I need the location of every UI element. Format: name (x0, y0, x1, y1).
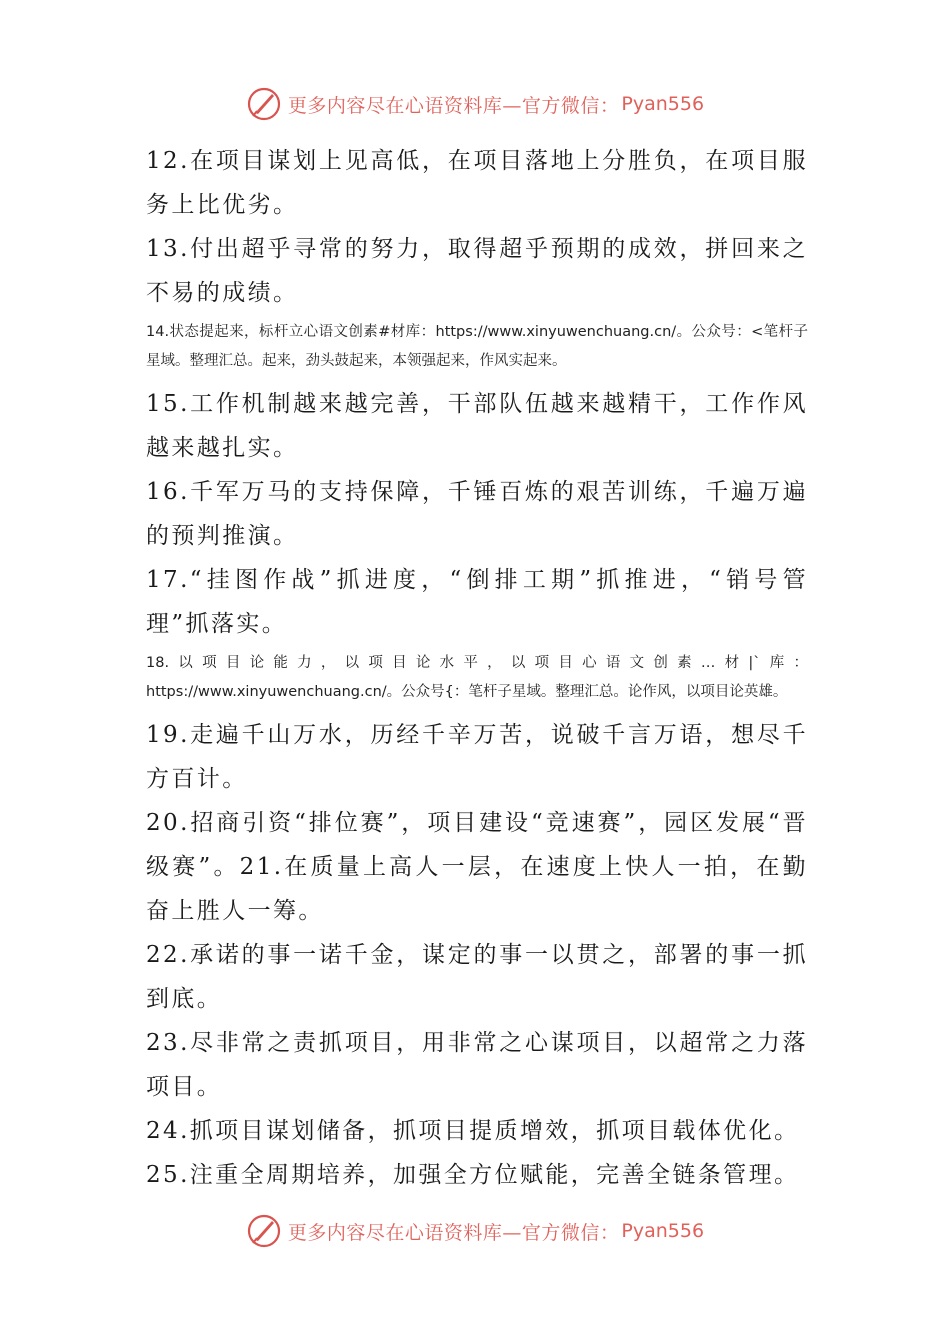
paragraph-13: 13.付出超乎寻常的努力，取得超乎预期的成效，拼回来之不易的成绩。 (146, 236, 808, 306)
paragraph-15: 15.工作机制越来越完善，干部队伍越来越精干，工作作风越来越扎实。 (146, 391, 808, 461)
quill-logo-icon (246, 1213, 282, 1249)
paragraph-16: 16.千军万马的支持保障，千锤百炼的艰苦训练，千遍万遍的预判推演。 (146, 479, 808, 549)
paragraph-20-21: 20.招商引资“排位赛”，项目建设“竞速赛”，园区发展“晋级赛”。21.在质量上高人一层，在速度上快人一拍，在勤奋上胜人一筹。 (146, 810, 808, 924)
paragraph-14: 14.状态提起来，标杆立心语文创素#材库：https://www.xinyuwenchuang.cn/。公众号：<笔杆子星域。整理汇总。起来，劲头鼓起来，本领强起来，作风实起来。 (146, 324, 808, 369)
paragraph-24: 24.抓项目谋划储备，抓项目提质增效，抓项目载体优化。 (146, 1118, 800, 1144)
watermark-wechat-id: Pyan556 (621, 93, 705, 115)
quill-logo-icon (246, 86, 282, 122)
watermark-text: 更多内容尽在心语资料库—官方微信： (287, 94, 620, 117)
paragraph-12: 12.在项目谋划上见高低，在项目落地上分胜负，在项目服务上比优劣。 (146, 148, 808, 218)
header-watermark (0, 84, 950, 124)
footer-watermark (0, 1211, 950, 1251)
paragraph-22: 22.承诺的事一诺千金，谋定的事一以贯之，部署的事一抓到底。 (146, 942, 808, 1012)
paragraph-25: 25.注重全周期培养，加强全方位赋能，完善全链条管理。 (146, 1162, 800, 1188)
document-body (146, 139, 808, 1197)
paragraph-23: 23.尽非常之责抓项目，用非常之心谋项目，以超常之力落项目。 (146, 1030, 808, 1100)
watermark-wechat-id: Pyan556 (621, 1220, 705, 1242)
paragraph-19: 19.走遍千山万水，历经千辛万苦，说破千言万语，想尽千方百计。 (146, 722, 808, 792)
watermark-text: 更多内容尽在心语资料库—官方微信： (287, 1221, 620, 1244)
paragraph-17: 17.“挂图作战”抓进度，“倒排工期”抓推进，“销号管理”抓落实。 (146, 567, 808, 637)
paragraph-18: 18.以项目论能力，以项目论水平，以项目心语文创素…材|`库：https://www.xinyuwenchuang.cn/。公众号{：笔杆子星域。整理汇总。论作风，以项目论英雄。 (146, 655, 808, 700)
